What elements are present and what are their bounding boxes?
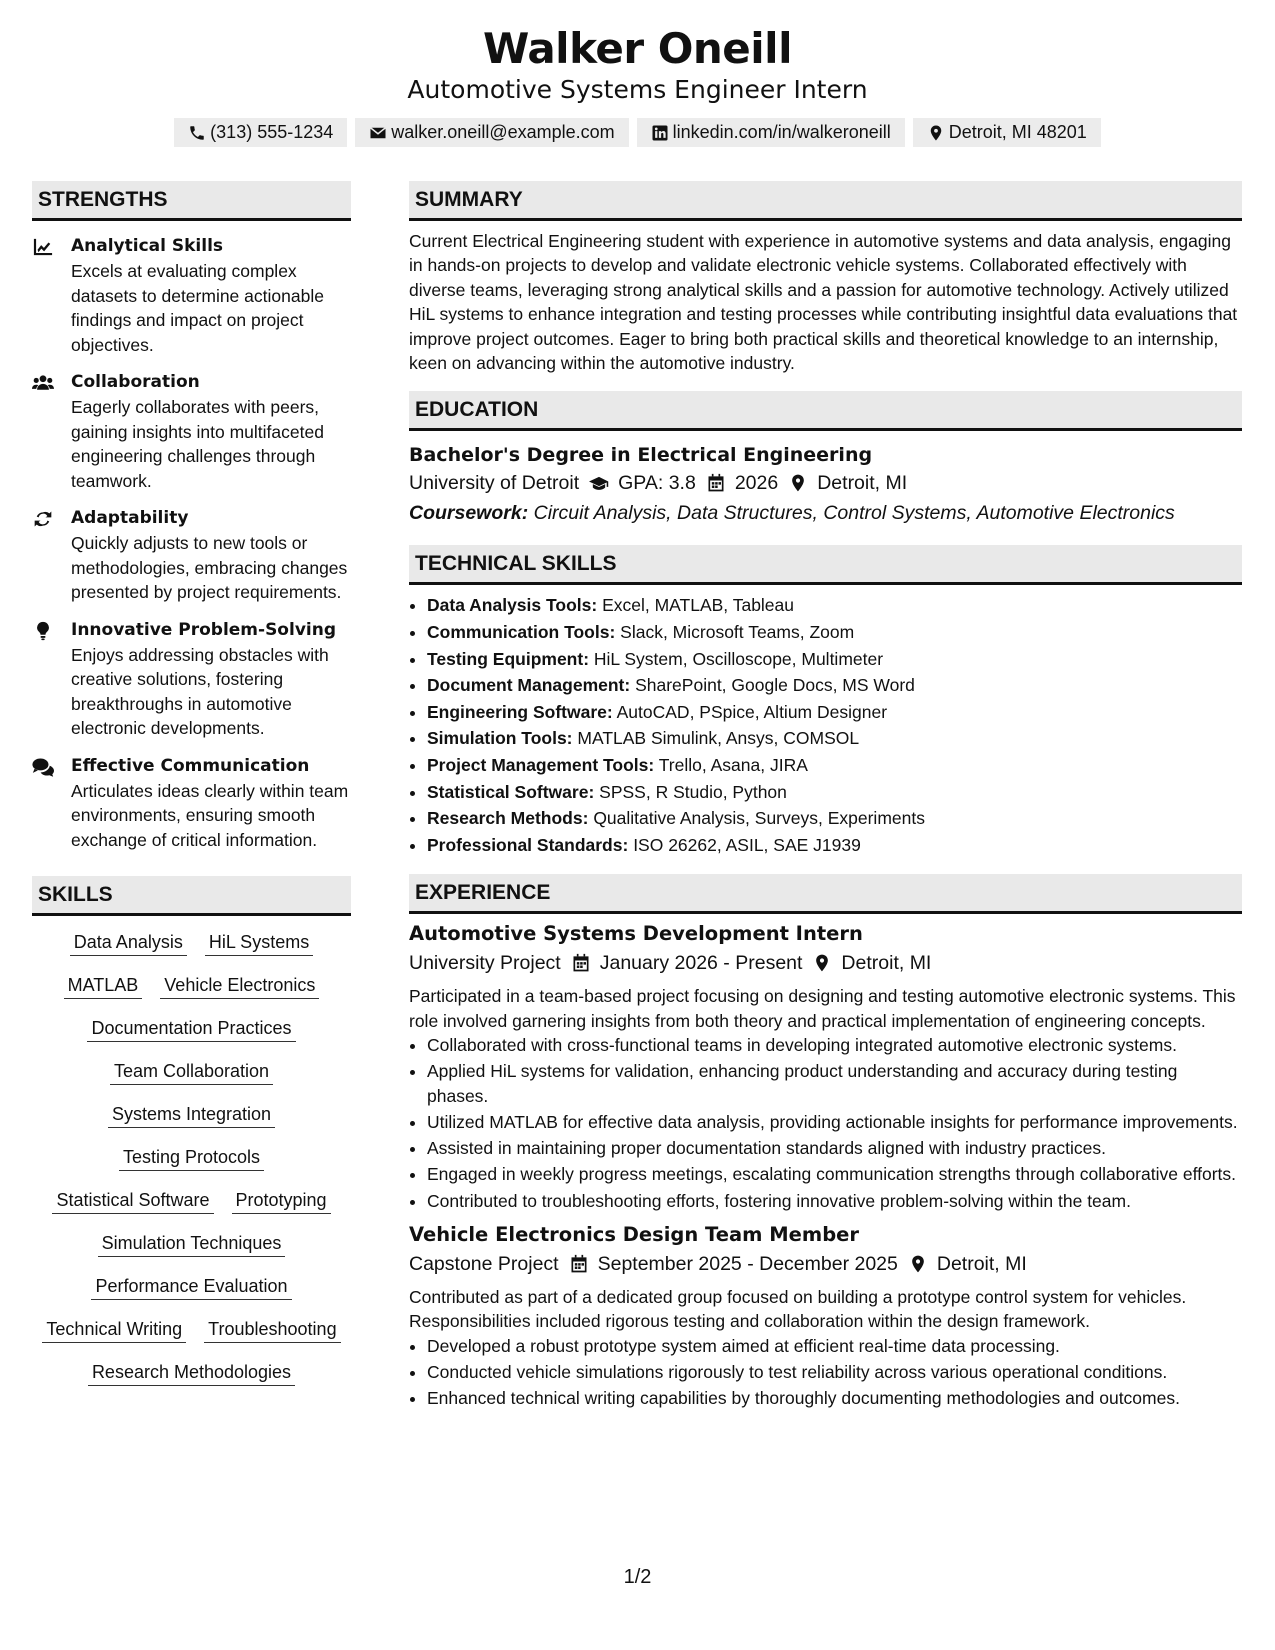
job-bullets bbox=[409, 1334, 1242, 1411]
contact-email[interactable] bbox=[355, 118, 628, 147]
strength-desc: Articulates ideas clearly within team environments, ensuring smooth exchange of critical information. bbox=[71, 780, 349, 850]
tech-skill-value: Excel, MATLAB, Tableau bbox=[602, 595, 795, 616]
list-item: • Contributed to troubleshooting efforts, fostering innovative problem-solving within the team. bbox=[427, 1189, 1242, 1213]
strength-title: Innovative Problem-Solving bbox=[71, 619, 336, 640]
tech-skill-value: MATLAB Simulink, Ansys, COMSOL bbox=[577, 728, 860, 749]
list-item bbox=[427, 725, 1242, 752]
list-item bbox=[427, 592, 1242, 619]
contact-linkedin[interactable] bbox=[637, 118, 905, 147]
skill-tag: Prototyping bbox=[232, 1188, 331, 1214]
right-column bbox=[409, 181, 1242, 1413]
experience-heading: EXPERIENCE bbox=[409, 874, 1242, 914]
graduation-cap-icon bbox=[589, 473, 609, 493]
calendar-icon bbox=[706, 473, 726, 493]
tech-skill-value: SharePoint, Google Docs, MS Word bbox=[635, 675, 915, 696]
strengths-heading: STRENGTHS bbox=[32, 181, 351, 221]
tech-skill-label: Document Management: bbox=[427, 675, 631, 696]
gpa-value: GPA: 3.8 bbox=[618, 472, 696, 495]
skill-tag: Performance Evaluation bbox=[91, 1274, 291, 1300]
coursework bbox=[409, 498, 1242, 528]
strength-desc: Quickly adjusts to new tools or methodologies, embracing changes presented by project requirements. bbox=[71, 533, 348, 602]
tech-skill-label: Professional Standards: bbox=[427, 834, 629, 855]
summary-text: Current Electrical Engineering student with experience in automotive systems and data analysis, engaging in hands-on projects to develop and validate electronic vehicle systems. Collaborated effectively with diverse teams, leveraging strong analytical skills and a passion for automotive technology. Actively utilized HiL systems to enhance integration and testing processes while contributing insightful data evaluations that improve project outcomes. Eager to bring both practical skills and theoretical knowledge to an internship, keen on advancing within the automotive industry. bbox=[409, 231, 1238, 374]
tech-skill-label: Data Analysis Tools: bbox=[427, 595, 598, 616]
skills-list bbox=[32, 930, 351, 1386]
education-meta bbox=[409, 468, 1242, 498]
envelope-icon bbox=[369, 124, 387, 142]
strength-item bbox=[32, 506, 351, 605]
job-meta bbox=[409, 948, 1242, 978]
email-text: walker.oneill@example.com bbox=[391, 122, 615, 142]
tech-skill-value: HiL System, Oscilloscope, Multimeter bbox=[593, 648, 884, 669]
left-column bbox=[32, 181, 351, 1386]
skill-tag: Documentation Practices bbox=[87, 1016, 295, 1042]
location-text: Detroit, MI 48201 bbox=[948, 122, 1087, 142]
list-item bbox=[427, 699, 1242, 726]
strength-desc: Enjoys addressing obstacles with creative solutions, fostering breakthroughs in automotive electronic developments. bbox=[71, 644, 329, 738]
degree-title: Bachelor's Degree in Electrical Engineering bbox=[409, 444, 873, 467]
school-name: University of Detroit bbox=[409, 472, 580, 495]
education-location: Detroit, MI bbox=[817, 472, 908, 495]
chart-line-icon bbox=[32, 237, 54, 257]
summary-heading: SUMMARY bbox=[409, 181, 1242, 221]
education-heading: EDUCATION bbox=[409, 391, 1242, 431]
strength-title: Analytical Skills bbox=[71, 236, 224, 256]
map-pin-icon bbox=[908, 1254, 928, 1274]
page-number: 1/2 bbox=[623, 1566, 652, 1588]
job-dates: September 2025 - December 2025 bbox=[597, 1253, 898, 1276]
skill-tag: Vehicle Electronics bbox=[160, 973, 319, 999]
tech-skill-label: Statistical Software: bbox=[427, 781, 595, 802]
skill-tag: Technical Writing bbox=[42, 1317, 186, 1343]
skill-tag: Research Methodologies bbox=[88, 1360, 295, 1386]
tech-skill-label: Simulation Tools: bbox=[427, 728, 573, 749]
skill-tag: Team Collaboration bbox=[110, 1059, 273, 1085]
list-item bbox=[427, 832, 1242, 859]
contact-phone[interactable] bbox=[174, 118, 347, 147]
experience-entry bbox=[409, 920, 1242, 1213]
graduation-year: 2026 bbox=[734, 472, 779, 495]
skill-tag: Simulation Techniques bbox=[98, 1231, 286, 1257]
list-item: • Utilized MATLAB for effective data analysis, providing actionable insights for performance improvements. bbox=[427, 1110, 1242, 1134]
phone-icon bbox=[188, 124, 206, 142]
sync-icon bbox=[32, 509, 54, 529]
job-org: University Project bbox=[409, 952, 561, 975]
strength-item bbox=[32, 234, 351, 357]
job-description: Contributed as part of a dedicated group focused on building a prototype control system for vehicles. Responsibilities included rigorous testing and collaboration within the design framework. bbox=[409, 1287, 1187, 1332]
skill-tag: Data Analysis bbox=[70, 930, 187, 956]
skill-tag: HiL Systems bbox=[205, 930, 313, 956]
job-description: Participated in a team-based project focusing on designing and testing automotive electronic systems. This role involved garnering insights from both theory and practical implementation of engineering concepts. bbox=[409, 986, 1236, 1031]
list-item: • Conducted vehicle simulations rigorously to test reliability across various operational conditions. bbox=[427, 1360, 1242, 1384]
strength-item bbox=[32, 618, 351, 741]
tech-skill-value: SPSS, R Studio, Python bbox=[599, 781, 787, 802]
job-dates: January 2026 - Present bbox=[599, 952, 803, 975]
calendar-icon bbox=[569, 1254, 589, 1274]
tech-skill-value: Qualitative Analysis, Surveys, Experiments bbox=[593, 808, 925, 829]
tech-skill-label: Testing Equipment: bbox=[427, 648, 590, 669]
job-location: Detroit, MI bbox=[936, 1253, 1027, 1276]
tech-skill-label: Communication Tools: bbox=[427, 622, 616, 643]
tech-skill-value: AutoCAD, PSpice, Altium Designer bbox=[616, 701, 888, 722]
skill-tag: Troubleshooting bbox=[204, 1317, 340, 1343]
strength-desc: Eagerly collaborates with peers, gaining insights into multifaceted engineering challenges through teamwork. bbox=[71, 397, 324, 491]
job-meta bbox=[409, 1249, 1242, 1279]
job-org: Capstone Project bbox=[409, 1253, 559, 1276]
job-title: Automotive Systems Development Intern bbox=[409, 922, 863, 946]
strength-title: Effective Communication bbox=[71, 755, 310, 776]
candidate-title: Automotive Systems Engineer Intern bbox=[407, 75, 868, 104]
skills-heading: SKILLS bbox=[32, 876, 351, 916]
contact-bar bbox=[0, 118, 1275, 147]
list-item bbox=[427, 672, 1242, 699]
tech-skill-label: Research Methods: bbox=[427, 808, 589, 829]
tech-skill-value: Slack, Microsoft Teams, Zoom bbox=[620, 622, 855, 643]
list-item: • Enhanced technical writing capabilities by thoroughly documenting methodologies and outcomes. bbox=[427, 1386, 1242, 1410]
job-title: Vehicle Electronics Design Team Member bbox=[409, 1223, 860, 1247]
list-item: • Assisted in maintaining proper documentation standards aligned with industry practices. bbox=[427, 1136, 1242, 1160]
strength-item bbox=[32, 754, 351, 853]
strength-desc: Excels at evaluating complex datasets to determine actionable findings and impact on project objectives. bbox=[71, 261, 324, 355]
tech-skill-value: ISO 26262, ASIL, SAE J1939 bbox=[633, 834, 861, 855]
strength-title: Adaptability bbox=[71, 508, 189, 528]
skill-tag: MATLAB bbox=[64, 973, 143, 999]
list-item bbox=[427, 805, 1242, 832]
tech-skill-label: Project Management Tools: bbox=[427, 755, 655, 775]
list-item: • Engaged in weekly progress meetings, escalating communication strengths through collaborative efforts. bbox=[427, 1162, 1242, 1186]
list-item: • Developed a robust prototype system aimed at efficient real-time data processing. bbox=[427, 1334, 1242, 1358]
map-pin-icon bbox=[812, 953, 832, 973]
resume-header bbox=[0, 22, 1275, 147]
experience-entry bbox=[409, 1221, 1242, 1410]
contact-location bbox=[913, 118, 1101, 147]
skill-tag: Statistical Software bbox=[52, 1188, 213, 1214]
list-item bbox=[427, 752, 1242, 779]
list-item: • Applied HiL systems for validation, enhancing product understanding and accuracy during testing phases. bbox=[427, 1059, 1242, 1108]
tech-skill-value: Trello, Asana, JIRA bbox=[658, 755, 808, 775]
skill-tag: Testing Protocols bbox=[119, 1145, 264, 1171]
candidate-name: Walker Oneill bbox=[483, 24, 792, 73]
coursework-label: Coursework: bbox=[409, 502, 529, 525]
job-location: Detroit, MI bbox=[841, 952, 932, 975]
map-pin-icon bbox=[927, 124, 945, 142]
users-icon bbox=[32, 373, 54, 393]
linkedin-text: linkedin.com/in/walkeroneill bbox=[672, 122, 891, 142]
list-item bbox=[427, 619, 1242, 646]
tech-skill-label: Engineering Software: bbox=[427, 701, 613, 722]
strength-title: Collaboration bbox=[71, 372, 200, 392]
strength-item bbox=[32, 370, 351, 493]
comments-icon bbox=[32, 757, 54, 777]
technical-skills-list bbox=[409, 592, 1242, 858]
list-item bbox=[427, 779, 1242, 806]
lightbulb-icon bbox=[32, 621, 54, 641]
map-pin-icon bbox=[788, 473, 808, 493]
technical-skills-heading: TECHNICAL SKILLS bbox=[409, 545, 1242, 585]
linkedin-icon bbox=[651, 124, 669, 142]
calendar-icon bbox=[571, 953, 591, 973]
list-item: • Collaborated with cross-functional teams in developing integrated automotive electronic systems. bbox=[427, 1033, 1242, 1057]
job-bullets bbox=[409, 1033, 1242, 1213]
phone-text: (313) 555-1234 bbox=[210, 122, 334, 142]
coursework-list: Circuit Analysis, Data Structures, Control Systems, Automotive Electronics bbox=[533, 502, 1175, 525]
list-item bbox=[427, 646, 1242, 673]
skill-tag: Systems Integration bbox=[108, 1102, 275, 1128]
